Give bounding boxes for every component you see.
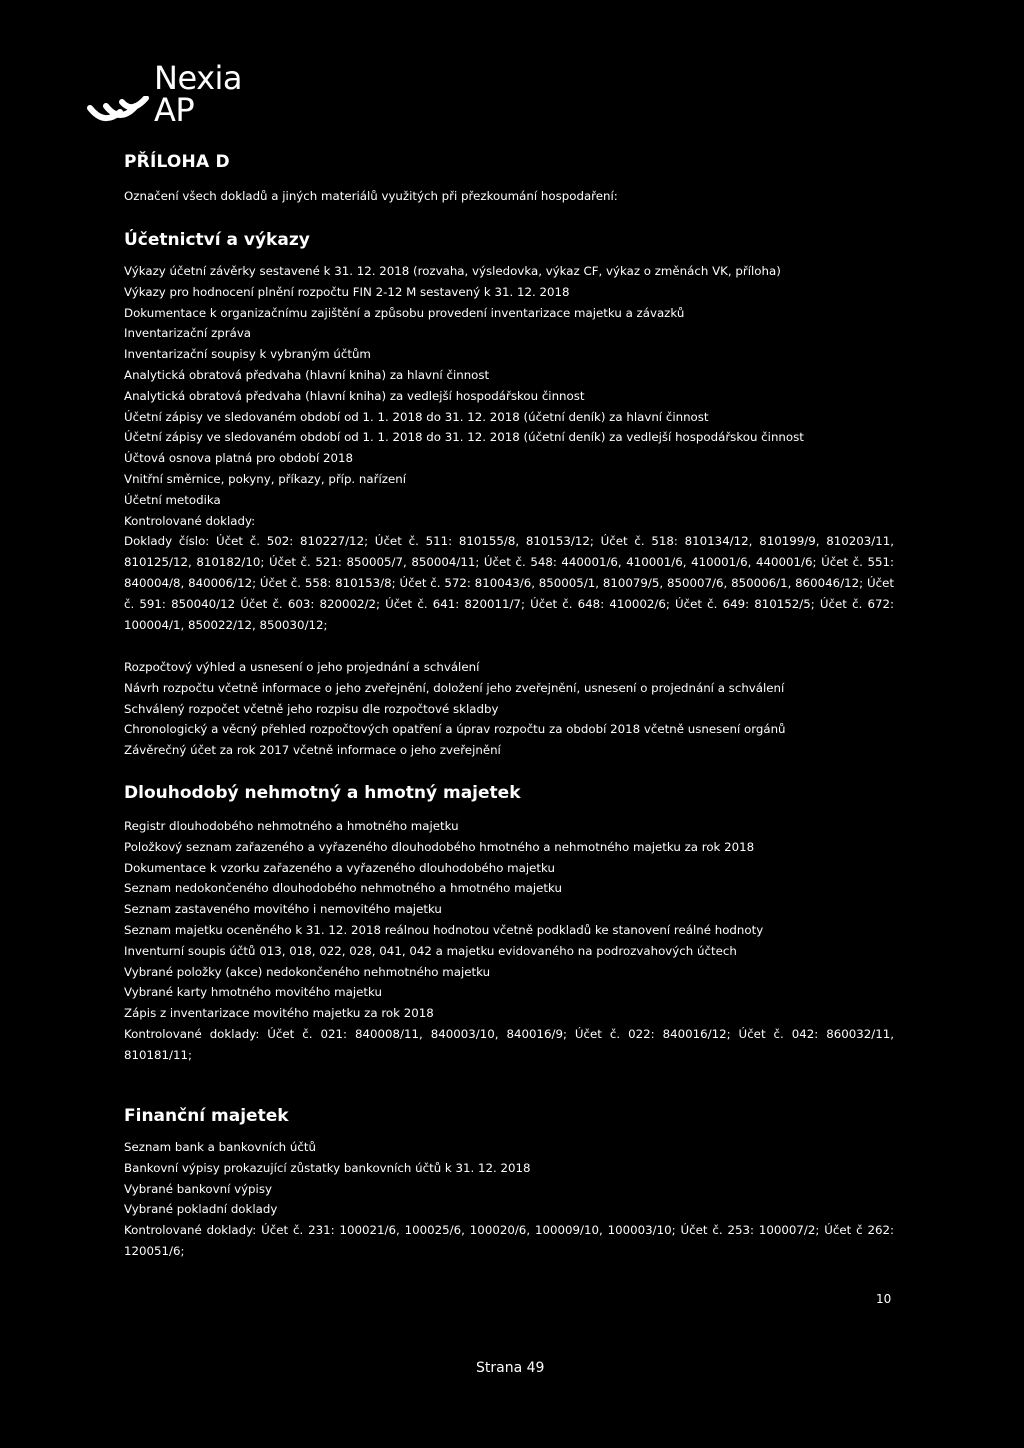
nexia-logo-mark-icon — [86, 96, 152, 136]
list-item: Analytická obratová předvaha (hlavní kniha) za hlavní činnost — [124, 367, 490, 382]
appendix-heading: PŘÍLOHA D — [124, 152, 230, 172]
accounting-documents: Doklady číslo: Účet č. 502: 810227/12; Účet č. 511: 810155/8, 810153/12; Účet č. 518: 810134/12, 810199/9, 810203/11, 810125/12, 810182/10; Účet č. 521: 850005/7, 850004/11; Účet č. 548: 440001/6, 410001/6, 410001/6, 440001/6; Účet č. 551: 840004/8, 840006/12; Účet č. 558: 810153/8; Účet č. 572: 810043/6, 850005/1, 810079/5, 850007/6, 850006/1, 860046/12; Účet č. 591: 850040/12 Účet č. 603: 820002/2; Účet č. 641: 820011/7; Účet č. 648: 410002/6; Účet č. 649: 810152/5; Účet č. 672: 100004/1, 850022/12, 850030/12; — [124, 534, 894, 632]
list-item: Bankovní výpisy prokazující zůstatky bankovních účtů k 31. 12. 2018 — [124, 1160, 531, 1175]
section-title: Dlouhodobý nehmotný a hmotný majetek — [124, 783, 521, 803]
list-item: Vybrané karty hmotného movitého majetku — [124, 985, 382, 1000]
fixed-assets-documents: Kontrolované doklady: Účet č. 021: 840008/11, 840003/10, 840016/9; Účet č. 022: 840016/12; Účet č. 042: 860032/11, 810181/11; — [124, 1026, 894, 1062]
list-item: Účetní zápisy ve sledovaném období od 1. 1. 2018 do 31. 12. 2018 (účetní deník) za hlavní činnost — [124, 409, 709, 424]
list-item: Vybrané položky (akce) nedokončeného nehmotného majetku — [124, 964, 491, 979]
footer-page-label: Strana 49 — [476, 1360, 545, 1376]
list-item: Dokumentace k organizačnímu zajištění a způsobu provedení inventarizace majetku a závazků — [124, 305, 685, 320]
list-item: Seznam nedokončeného dlouhodobého nehmotného a hmotného majetku — [124, 881, 562, 896]
section-financial-assets — [124, 1105, 894, 1262]
list-item: Schválený rozpočet včetně jeho rozpisu dle rozpočtové skladby — [124, 701, 499, 716]
intro-text: Označení všech dokladů a jiných materiálů využitých při přezkoumání hospodaření: — [124, 189, 618, 203]
list-item: Účetní metodika — [124, 492, 221, 507]
list-item: Závěrečný účet za rok 2017 včetně informace o jeho zveřejnění — [124, 743, 501, 758]
list-item: Dokumentace k vzorku zařazeného a vyřazeného dlouhodobého majetku — [124, 860, 555, 875]
list-item: Seznam zastaveného movitého i nemovitého majetku — [124, 902, 442, 917]
logo-line-1: Nexia — [154, 59, 242, 97]
list-item: Inventarizační soupisy k vybraným účtům — [124, 347, 371, 362]
section-fixed-assets — [124, 782, 894, 1066]
accounting-list — [124, 261, 894, 531]
budget-list — [124, 657, 786, 761]
page-number: 10 — [876, 1292, 892, 1306]
list-item: Seznam bank a bankovních účtů — [124, 1140, 316, 1154]
list-item: Výkazy pro hodnocení plnění rozpočtu FIN 2-12 M sestavený k 31. 12. 2018 — [124, 284, 570, 299]
section-title: Účetnictví a výkazy — [124, 230, 310, 250]
list-item: Účtová osnova platná pro období 2018 — [124, 451, 354, 466]
list-item: Rozpočtový výhled a usnesení o jeho projednání a schválení — [124, 660, 480, 674]
list-item: Registr dlouhodobého nehmotného a hmotného majetku — [124, 819, 459, 833]
list-item: Inventurní soupis účtů 013, 018, 022, 028, 041, 042 a majetku evidovaného na podrozvahových účtech — [124, 943, 737, 958]
list-item: Vybrané bankovní výpisy — [124, 1181, 272, 1196]
financial-assets-list — [124, 1137, 894, 1220]
nexia-logo — [86, 59, 286, 132]
logo-wordmark — [154, 59, 242, 129]
logo-line-2: AP — [154, 91, 195, 129]
list-item: Inventarizační zpráva — [124, 326, 252, 341]
section-accounting — [124, 229, 894, 636]
fixed-assets-list — [124, 816, 894, 1024]
list-item: Návrh rozpočtu včetně informace o jeho zveřejnění, doložení jeho zveřejnění, usnesení o projednání a schválení — [124, 680, 785, 695]
list-item: Kontrolované doklady: — [124, 513, 256, 528]
list-item: Zápis z inventarizace movitého majetku za rok 2018 — [124, 1006, 434, 1021]
list-item: Seznam majetku oceněného k 31. 12. 2018 reálnou hodnotou včetně podkladů ke stanovení reálné hodnoty — [124, 922, 764, 937]
list-item: Chronologický a věcný přehled rozpočtových opatření a úprav rozpočtu za období 2018 včetně usnesení orgánů — [124, 722, 786, 737]
list-item: Analytická obratová předvaha (hlavní kniha) za vedlejší hospodářskou činnost — [124, 388, 585, 403]
list-item: Výkazy účetní závěrky sestavené k 31. 12. 2018 (rozvaha, výsledovka, výkaz CF, výkaz o změnách VK, příloha) — [124, 264, 781, 278]
list-item: Položkový seznam zařazeného a vyřazeného dlouhodobého hmotného a nehmotného majetku za rok 2018 — [124, 839, 755, 854]
section-budget — [124, 657, 786, 761]
list-item: Vybrané pokladní doklady — [124, 1202, 278, 1217]
list-item: Vnitřní směrnice, pokyny, příkazy, příp. nařízení — [124, 471, 406, 486]
section-title: Finanční majetek — [124, 1106, 289, 1126]
list-item: Účetní zápisy ve sledovaném období od 1. 1. 2018 do 31. 12. 2018 (účetní deník) za vedlejší hospodářskou činnost — [124, 430, 804, 445]
financial-assets-documents: Kontrolované doklady: Účet č. 231: 100021/6, 100025/6, 100020/6, 100009/10, 100003/10; Účet č. 253: 100007/2; Účet č 262: 120051/6; — [124, 1223, 894, 1259]
